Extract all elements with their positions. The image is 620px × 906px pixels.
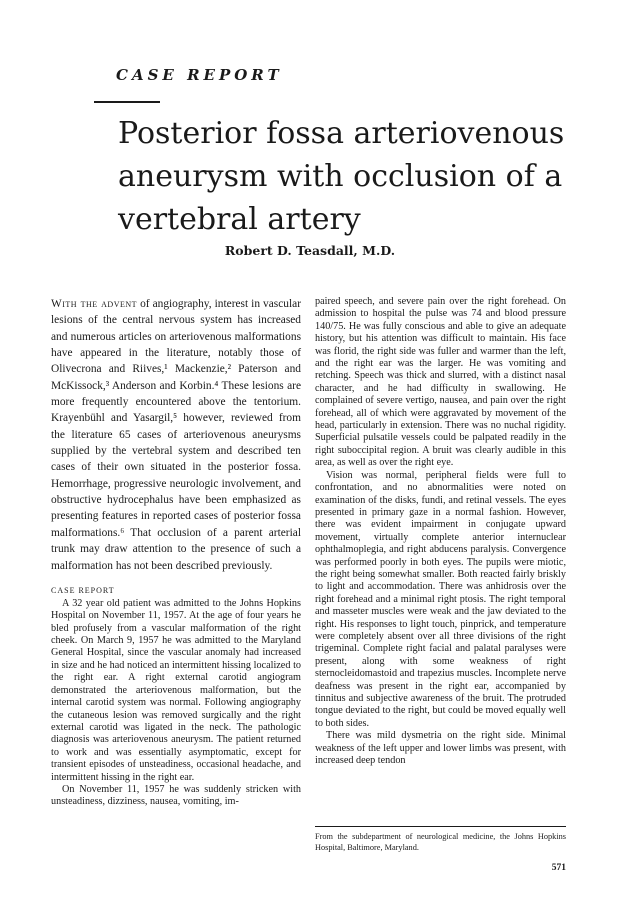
exam-paragraph-1: paired speech, and severe pain over the right forehead. On admission to hospital the pulse was 74 and blood pressure 140/75. He was fully conscious and able to give an adequate history, but his attention was difficult to maintain. His face was florid, the right side was fuller and warmer than the left, and the right ear was the larger. He was vomiting and retching. Speech was thick and slurred, with a distinct nasal character, and he had difficulty in swallowing. He complained of severe vertigo, nausea, and pain over the right forehead, all of which were aggravated by movement of the head, particularly in extension. There was no nuchal rigidity. Superficial pulsatile vessels could be palpated readily in the right suboccipital region. A bruit was clearly audible in this area, as well as over the right eye. xyxy=(315,296,566,469)
left-column xyxy=(51,296,301,809)
section-label: CASE REPORT xyxy=(116,66,283,84)
exam-paragraph-3: There was mild dysmetria on the right side. Minimal weakness of the left upper and lower limbs was present, with increased deep tendon xyxy=(315,730,566,767)
author-byline: Robert D. Teasdall, M.D. xyxy=(224,243,396,258)
case-paragraph-1: A 32 year old patient was admitted to the Johns Hopkins Hospital on November 11, 1957. At the age of four years he bled profusely from a vascular malformation of the right cheek. On March 9, 1957 he was admitted to the Maryland General Hospital, since the vascular anomaly had increased in size and he had noticed an intermittent hissing localized to the right ear. A right external carotid angiogram demonstrated the arteriovenous malformation, but the internal carotid system was normal. Following angiography the cutaneous lesion was removed surgically and the right external carotid was ligated in the neck. The pathologic diagnosis was arteriovenous aneurysm. The patient returned to work and was essentially asymptomatic, except for transient episodes of unsteadiness, occasional headache, and intermittent hissing in the right ear. xyxy=(51,597,301,783)
intro-lead-words: With the advent xyxy=(51,298,138,310)
right-column xyxy=(315,296,566,767)
footnote-rule xyxy=(315,826,566,827)
intro-paragraph xyxy=(51,296,301,574)
case-paragraph-2: On November 11, 1957 he was suddenly stricken with unsteadiness, dizziness, nausea, vomiting, im- xyxy=(51,783,301,808)
exam-paragraph-2: Vision was normal, peripheral fields were full to confrontation, and no abnormalities were noted on examination of the disks, fundi, and retinal vessels. The eyes presented in primary gaze in a normal fashion. However, there was evident impairment in conjugate upward movement, virtually complete anterior internuclear ophthalmoplegia, and right abducens paralysis. Convergence was performed poorly in both eyes. The pupils were miotic, the right being somewhat smaller. Both reacted fairly briskly to light and accommodation. There was anhidrosis over the right forehead and a minimal right ptosis. The right temporal and masseter muscles were weak and the jaw deviated to the right. His responses to light touch, pinprick, and temperature were completely absent over all three divisions of the right trigeminal. Complete right facial and palatal paralyses were present, along with some weakness of right sternocleidomastoid and trapezius muscles. Incomplete nerve deafness was present in the right ear, accompanied by tinnitus and subjective awareness of the bruit. The protruded tongue deviated to the right, but could be moved equally well to both sides. xyxy=(315,469,566,729)
affiliation-footnote: From the subdepartment of neurological medicine, the Johns Hopkins Hospital, Baltimore, Maryland. xyxy=(315,832,566,852)
article-title: Posterior fossa arteriovenous aneurysm with occlusion of a vertebral artery xyxy=(118,116,565,237)
case-report-heading: CASE REPORT xyxy=(51,585,115,595)
header-rule xyxy=(94,101,160,103)
page-number: 571 xyxy=(551,863,566,873)
intro-text: of angiography, interest in vascular lesions of the central nervous system has increased and numerous articles on arteriovenous malformations have appeared in the literature, notably those of Olivecrona and Riives,¹ Mackenzie,² Paterson and McKissock,³ Anderson and Korbin.⁴ These lesions are more frequently encountered above the tentorium. Krayenbühl and Yasargil,⁵ however, reviewed from the literature 65 cases of arteriovenous aneurysms supplied by the vertebral system and described ten cases of their own situated in the posterior fossa. Hemorrhage, progressive neurologic involvement, and obstructive hydrocephalus have been emphasized as presenting features in reported cases of posterior fossa malformations.⁶ That occlusion of a parent arterial trunk may draw attention to the presence of such a malformation has not been described previously. xyxy=(51,298,301,572)
